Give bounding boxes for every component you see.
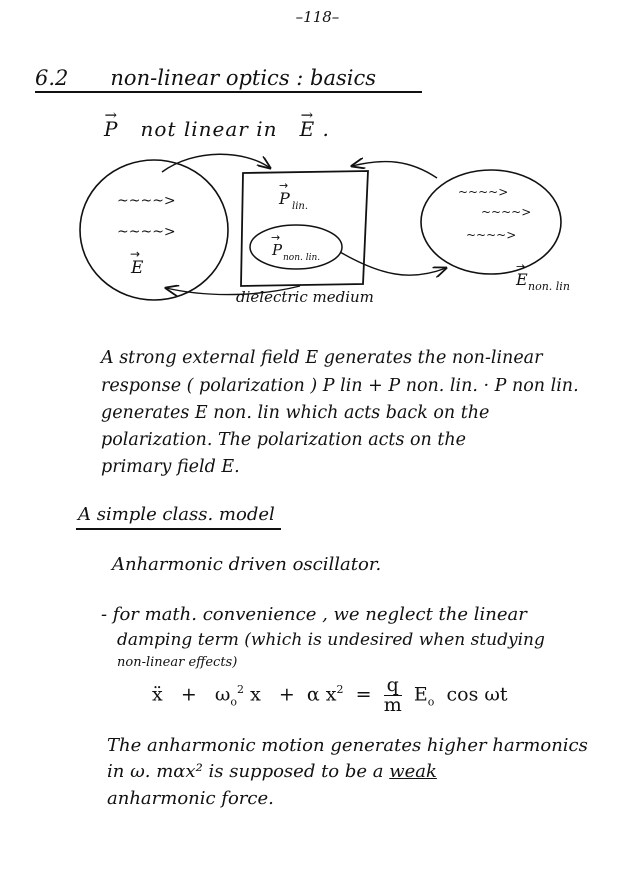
- statement-period: .: [322, 117, 330, 141]
- bullet-line-3: non-linear effects): [117, 655, 238, 670]
- eq-plus-2: +: [278, 683, 295, 706]
- eq-plus-1: +: [180, 683, 197, 706]
- radiated-wave-3: ~~~~>: [466, 228, 517, 242]
- incident-wave-2: ~~~~>: [117, 224, 176, 240]
- eq-q: q: [384, 676, 402, 696]
- p-nonlin-label: P: [272, 241, 283, 259]
- conclusion-line-1: The anharmonic motion generates higher harmonics: [107, 735, 588, 756]
- p-lin-sub: lin.: [292, 201, 309, 212]
- weak-underlined: weak: [389, 761, 437, 782]
- oscillator-equation: [152, 676, 507, 715]
- eq-omega: ω: [214, 683, 231, 706]
- conclusion-line-2: [107, 761, 437, 782]
- bullet-line-2: damping term (which is undesired when studying: [117, 630, 545, 650]
- model-name: Anharmonic driven oscillator.: [112, 554, 382, 575]
- radiated-wave-1: ~~~~>: [458, 185, 509, 199]
- eq-omega-sup: 2: [237, 683, 245, 697]
- eq-e0: E: [413, 683, 428, 706]
- eq-alpha-sup: 2: [336, 683, 344, 697]
- arrow-radiated-to-medium: [352, 162, 437, 178]
- vector-e: → E: [300, 117, 316, 141]
- conclusion-line-3: anharmonic force.: [107, 788, 274, 809]
- eq-cos: cos ωt: [446, 683, 508, 706]
- e-nonlin-arrow-icon: →: [516, 260, 526, 273]
- subsection-title: A simple class. model: [78, 504, 275, 525]
- paragraph-line-5: primary field E.: [101, 457, 240, 477]
- page-number: –118–: [295, 8, 340, 26]
- e-nonlin-label: E: [516, 270, 528, 289]
- vector-p: → P: [104, 117, 118, 141]
- subsection-underline: [76, 528, 281, 530]
- p-nonlin-sub: non. lin.: [283, 253, 321, 263]
- arrow-blob-to-radiated: [340, 252, 446, 275]
- p-lin-arrow-icon: →: [279, 179, 289, 192]
- bullet-line-1: - for math. convenience , we neglect the linear: [101, 604, 527, 625]
- incident-wave-1: ~~~~>: [117, 193, 176, 209]
- eq-xddot: ẍ: [152, 683, 163, 706]
- p-lin-label: P: [279, 189, 290, 208]
- section-number: 6.2: [35, 66, 69, 90]
- eq-omega-sub: o: [230, 695, 238, 709]
- radiated-wave-2: ~~~~>: [481, 205, 532, 219]
- eq-alpha-x: α x: [306, 683, 337, 706]
- eq-x: x: [250, 683, 261, 706]
- conclusion-line-2-text: in ω. mαx² is supposed to be a: [107, 761, 384, 782]
- section-title: non-linear optics : basics: [110, 66, 377, 90]
- e-nonlin-sub: non. lin: [528, 280, 570, 293]
- arrow-field-to-medium: [162, 154, 270, 172]
- paragraph-line-2: response ( polarization ) P lin + P non. lin. · P non lin.: [101, 376, 579, 396]
- medium-label: dielectric medium: [236, 288, 374, 306]
- statement-text: not linear in: [140, 117, 278, 141]
- left-e-arrow-icon: →: [130, 247, 141, 261]
- eq-equals: =: [355, 683, 372, 706]
- paragraph-line-1: A strong external field E generates the non-linear: [101, 348, 543, 368]
- p-nonlin-arrow-icon: →: [271, 231, 281, 244]
- paragraph-line-3: generates E non. lin which acts back on the: [101, 403, 490, 423]
- eq-m: m: [383, 694, 402, 716]
- paragraph-line-4: polarization. The polarization acts on the: [101, 430, 467, 450]
- left-e-label: E: [131, 258, 144, 278]
- eq-e0-sub: o: [427, 695, 435, 709]
- eq-fraction: [384, 676, 402, 715]
